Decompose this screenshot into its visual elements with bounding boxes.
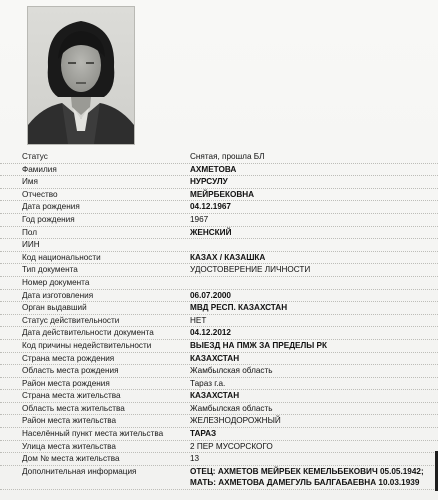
field-label: Населённый пункт места жительства bbox=[22, 429, 164, 439]
table-row bbox=[0, 390, 438, 403]
table-row bbox=[0, 365, 438, 378]
table-row bbox=[0, 453, 438, 466]
table-row bbox=[0, 415, 438, 428]
field-value: 1967 bbox=[190, 214, 209, 224]
field-value: 13 bbox=[190, 454, 200, 464]
record-table bbox=[0, 151, 438, 490]
field-value: ЖЕНСКИЙ bbox=[190, 227, 232, 237]
field-label: Номер документа bbox=[22, 277, 90, 287]
field-label: Дата рождения bbox=[22, 202, 80, 212]
table-row bbox=[0, 403, 438, 416]
field-label: Код национальности bbox=[22, 252, 101, 262]
table-row bbox=[0, 302, 438, 315]
field-label: Год рождения bbox=[22, 214, 75, 224]
field-label: Район места рождения bbox=[22, 378, 110, 388]
field-value: Снятая, прошла БЛ bbox=[190, 152, 265, 161]
table-row bbox=[0, 164, 438, 177]
field-value: АХМЕТОВА bbox=[190, 164, 237, 174]
field-label: Дополнительная информация bbox=[22, 466, 137, 476]
field-value: 2 ПЕР МУСОРСКОГО bbox=[190, 441, 273, 451]
table-row bbox=[0, 227, 438, 240]
table-row bbox=[0, 315, 438, 328]
table-row bbox=[0, 189, 438, 202]
table-row bbox=[0, 264, 438, 277]
field-value: ЖЕЛЕЗНОДОРОЖНЫЙ bbox=[190, 416, 281, 426]
field-value: 06.07.2000 bbox=[190, 290, 231, 300]
additional-info-line: ОТЕЦ: АХМЕТОВ МЕЙРБЕК КЕМЕЛЬБЕКОВИЧ 05.05.1942; bbox=[190, 466, 424, 476]
field-label: Имя bbox=[22, 177, 38, 187]
field-value bbox=[190, 466, 424, 489]
table-row bbox=[0, 340, 438, 353]
field-label: Статус действительности bbox=[22, 315, 120, 325]
table-row bbox=[0, 378, 438, 391]
field-label: Дом № места жительства bbox=[22, 454, 120, 464]
field-label: ИИН bbox=[22, 240, 40, 250]
field-label: Страна места рождения bbox=[22, 353, 115, 363]
field-label: Страна места жительства bbox=[22, 391, 121, 401]
table-row-additional-info bbox=[0, 466, 438, 490]
field-label: Дата действительности документа bbox=[22, 328, 154, 338]
field-label: Область места рождения bbox=[22, 366, 119, 376]
field-label: Область места жительства bbox=[22, 403, 125, 413]
table-row bbox=[0, 201, 438, 214]
field-label: Код причины недействительности bbox=[22, 340, 152, 350]
table-row bbox=[0, 252, 438, 265]
field-label: Улица места жительства bbox=[22, 441, 116, 451]
field-value: КАЗАХ / КАЗАШКА bbox=[190, 252, 266, 262]
field-value: КАЗАХСТАН bbox=[190, 353, 240, 363]
field-label: Статус bbox=[22, 152, 48, 161]
table-row bbox=[0, 239, 438, 252]
field-label: Пол bbox=[22, 227, 38, 237]
field-value: 04.12.1967 bbox=[190, 202, 231, 212]
field-value: Тараз г.а. bbox=[190, 378, 226, 388]
table-row bbox=[0, 428, 438, 441]
field-value: МВД РЕСП. КАЗАХСТАН bbox=[190, 303, 288, 313]
field-value: ТАРАЗ bbox=[190, 429, 217, 439]
field-value: КАЗАХСТАН bbox=[190, 391, 240, 401]
field-label: Отчество bbox=[22, 189, 58, 199]
field-value: 04.12.2012 bbox=[190, 328, 231, 338]
field-value: НЕТ bbox=[190, 315, 207, 325]
field-value: НУРСУЛУ bbox=[190, 177, 228, 187]
table-row bbox=[0, 441, 438, 454]
field-value: ВЫЕЗД НА ПМЖ ЗА ПРЕДЕЛЫ РК bbox=[190, 340, 328, 350]
table-row bbox=[0, 353, 438, 366]
field-value: Жамбылская область bbox=[190, 366, 273, 376]
field-label: Тип документа bbox=[22, 265, 78, 275]
table-row bbox=[0, 214, 438, 227]
field-value: МЕЙРБЕКОВНА bbox=[190, 189, 255, 199]
table-row bbox=[0, 327, 438, 340]
field-label: Орган выдавший bbox=[22, 303, 87, 313]
portrait-image bbox=[28, 7, 134, 144]
field-label: Дата изготовления bbox=[22, 290, 94, 300]
table-row bbox=[0, 290, 438, 303]
field-label: Район места жительства bbox=[22, 416, 117, 426]
table-row bbox=[0, 151, 438, 164]
portrait-photo bbox=[27, 6, 135, 145]
table-row bbox=[0, 277, 438, 290]
table-row bbox=[0, 176, 438, 189]
field-label: Фамилия bbox=[22, 164, 57, 174]
additional-info-line: МАТЬ: АХМЕТОВА ДАМЕГУЛЬ БАЛГАБАЕВНА 10.03.1939 bbox=[190, 478, 420, 488]
field-value: Жамбылская область bbox=[190, 403, 273, 413]
field-value: УДОСТОВЕРЕНИЕ ЛИЧНОСТИ bbox=[190, 265, 311, 275]
